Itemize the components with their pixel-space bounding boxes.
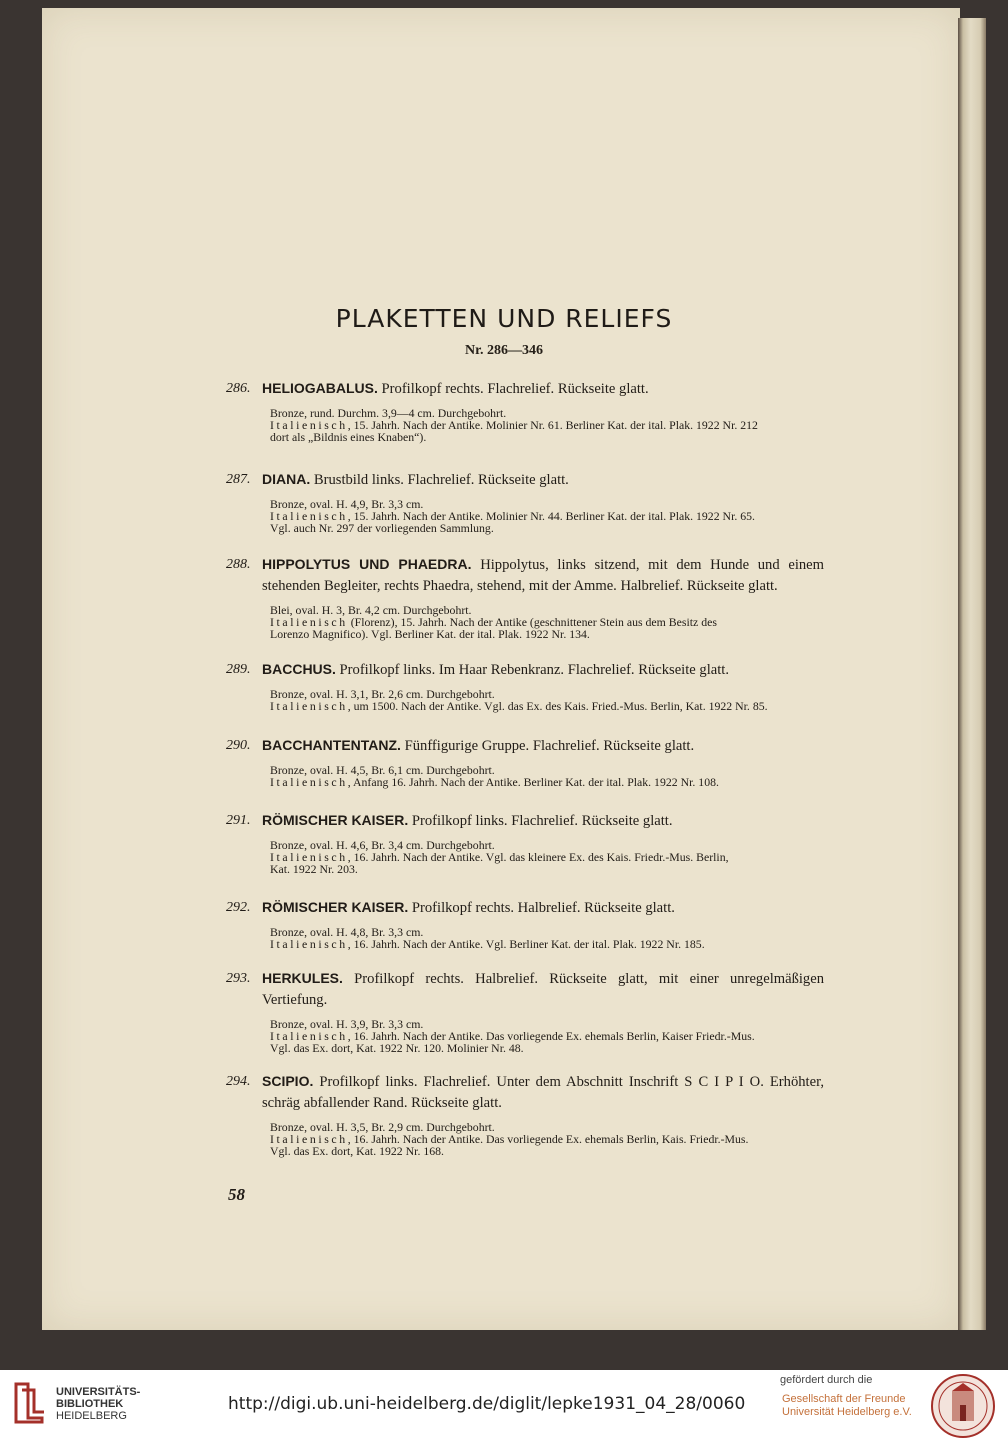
catalog-entry xyxy=(226,554,824,640)
detail-line: Italienisch (Florenz), 15. Jahrh. Nach der Antike (geschnittener Stein aus dem Besitz des xyxy=(270,615,717,629)
entry-details xyxy=(226,839,824,875)
entry-number: 291. xyxy=(226,813,251,828)
catalog-entry xyxy=(226,1071,824,1157)
origin-label: Italienisch xyxy=(270,615,348,629)
detail-line: Bronze, oval. H. 4,5, Br. 6,1 cm. Durchgebohrt. xyxy=(270,763,495,777)
catalog-entry xyxy=(226,810,824,875)
detail-line: Italienisch, 15. Jahrh. Nach der Antike. Molinier Nr. 61. Berliner Kat. der ital. Plak. 1922 Nr. 212 xyxy=(270,418,758,432)
detail-line: Vgl. das Ex. dort, Kat. 1922 Nr. 120. Molinier Nr. 48. xyxy=(270,1041,524,1055)
detail-line: Bronze, oval. H. 3,9, Br. 3,3 cm. xyxy=(270,1017,424,1031)
entry-title: HIPPOLYTUS UND PHAEDRA. xyxy=(262,556,472,572)
entry-description: Profilkopf links. Im Haar Rebenkranz. Flachrelief. Rückseite glatt. xyxy=(339,662,730,678)
detail-line: Italienisch, um 1500. Nach der Antike. Vgl. das Ex. des Kais. Fried.-Mus. Berlin, Kat. 1922 Nr. 85. xyxy=(270,699,768,713)
catalog-entry xyxy=(226,469,824,534)
entry-title: SCIPIO. xyxy=(262,1073,314,1089)
detail-line: Kat. 1922 Nr. 203. xyxy=(270,862,358,876)
entry-number: 286. xyxy=(226,381,251,396)
detail-line: Italienisch, 16. Jahrh. Nach der Antike. Vgl. das kleinere Ex. des Kais. Friedr.-Mus. Berlin, xyxy=(270,850,729,864)
catalog-entry xyxy=(226,897,824,950)
detail-line: Bronze, oval. H. 4,8, Br. 3,3 cm. xyxy=(270,925,424,939)
page-heading: PLAKETTEN UND RELIEFS xyxy=(335,304,673,333)
entry-title: RÖMISCHER KAISER. xyxy=(262,812,409,828)
university-seal-icon xyxy=(930,1373,996,1439)
page-subheading: Nr. 286—346 xyxy=(464,343,544,358)
document-url[interactable]: http://digi.ub.uni-heidelberg.de/diglit/lepke1931_04_28/0060 xyxy=(228,1394,746,1414)
entry-description: Profilkopf rechts. Halbrelief. Rückseite glatt, mit einer unregelmäßigen Vertiefung. xyxy=(262,971,824,1008)
detail-line: Vgl. auch Nr. 297 der vorliegenden Sammlung. xyxy=(270,521,494,535)
detail-line: Italienisch, 16. Jahrh. Nach der Antike. Das vorliegende Ex. ehemals Berlin, Kais. Friedr.-Mus. xyxy=(270,1132,749,1146)
entry-details xyxy=(226,926,824,950)
origin-label: Italienisch xyxy=(270,418,348,432)
detail-line: Vgl. das Ex. dort, Kat. 1922 Nr. 168. xyxy=(270,1144,444,1158)
entry-title: HELIOGABALUS. xyxy=(262,380,378,396)
origin-label: Italienisch xyxy=(270,937,348,951)
detail-line: dort als „Bildnis eines Knaben“). xyxy=(270,430,427,444)
entry-number: 289. xyxy=(226,662,251,677)
entry-title: RÖMISCHER KAISER. xyxy=(262,899,409,915)
entry-details xyxy=(226,764,824,788)
entry-details xyxy=(226,407,824,443)
entry-number: 288. xyxy=(226,557,251,572)
entry-details xyxy=(226,688,824,712)
entry-number: 294. xyxy=(226,1074,251,1089)
origin-label: Italienisch xyxy=(270,1029,348,1043)
entry-number: 287. xyxy=(226,472,251,487)
entry-details xyxy=(226,1018,824,1054)
sponsor-name[interactable]: Gesellschaft der Freunde Universität Heidelberg e.V. xyxy=(782,1393,912,1418)
origin-label: Italienisch xyxy=(270,775,348,789)
detail-line: Italienisch, 16. Jahrh. Nach der Antike. Vgl. Berliner Kat. der ital. Plak. 1922 Nr. 185. xyxy=(270,937,705,951)
entry-title: DIANA. xyxy=(262,471,311,487)
origin-label: Italienisch xyxy=(270,1132,348,1146)
entry-details xyxy=(226,498,824,534)
catalog-entry xyxy=(226,659,824,712)
entry-number: 292. xyxy=(226,900,251,915)
entry-details xyxy=(226,604,824,640)
entry-details xyxy=(226,1121,824,1157)
library-name[interactable]: UNIVERSITÄTS- BIBLIOTHEK HEIDELBERG xyxy=(56,1386,141,1422)
catalog-entry xyxy=(226,378,824,443)
detail-line: Blei, oval. H. 3, Br. 4,2 cm. Durchgebohrt. xyxy=(270,603,472,617)
entry-title: HERKULES. xyxy=(262,970,343,986)
detail-line: Lorenzo Magnifico). Vgl. Berliner Kat. der ital. Plak. 1922 Nr. 134. xyxy=(270,627,590,641)
entry-title: BACCHANTENTANZ. xyxy=(262,737,401,753)
origin-label: Italienisch xyxy=(270,850,348,864)
entry-description: Brustbild links. Flachrelief. Rückseite glatt. xyxy=(313,472,569,488)
entry-description: Profilkopf rechts. Halbrelief. Rückseite glatt. xyxy=(411,900,675,916)
entry-number: 290. xyxy=(226,738,251,753)
detail-line: Bronze, oval. H. 4,6, Br. 3,4 cm. Durchgebohrt. xyxy=(270,838,495,852)
entry-title: BACCHUS. xyxy=(262,661,336,677)
entry-description: Fünffigurige Gruppe. Flachrelief. Rückseite glatt. xyxy=(404,738,695,754)
detail-line: Bronze, oval. H. 3,5, Br. 2,9 cm. Durchgebohrt. xyxy=(270,1120,495,1134)
ub-heidelberg-logo-icon[interactable] xyxy=(12,1378,48,1426)
detail-line: Bronze, oval. H. 3,1, Br. 2,6 cm. Durchgebohrt. xyxy=(270,687,495,701)
entry-description: Profilkopf links. Flachrelief. Rückseite glatt. xyxy=(411,813,673,829)
page-number: 58 xyxy=(228,1185,245,1204)
entry-description: Profilkopf links. Flachrelief. Unter dem Abschnitt Inschrift S C I P I O. Erhöhter, schräg abfallender Rand. Rückseite glatt. xyxy=(262,1074,824,1111)
entry-number: 293. xyxy=(226,971,251,986)
detail-line: Italienisch, 16. Jahrh. Nach der Antike. Das vorliegende Ex. ehemals Berlin, Kaiser Friedr.-Mus. xyxy=(270,1029,755,1043)
detail-line: Bronze, rund. Durchm. 3,9—4 cm. Durchgebohrt. xyxy=(270,406,507,420)
footer-bar xyxy=(0,1370,1008,1441)
entry-description: Profilkopf rechts. Flachrelief. Rückseite glatt. xyxy=(381,381,649,397)
catalog-entry xyxy=(226,968,824,1054)
origin-label: Italienisch xyxy=(270,509,348,523)
catalog-entries xyxy=(226,378,824,1158)
sponsor-label: gefördert durch die xyxy=(780,1374,873,1386)
detail-line: Bronze, oval. H. 4,9, Br. 3,3 cm. xyxy=(270,497,424,511)
detail-line: Italienisch, Anfang 16. Jahrh. Nach der Antike. Berliner Kat. der ital. Plak. 1922 Nr. 108. xyxy=(270,775,719,789)
page-edge xyxy=(958,18,986,1330)
entry-description: Hippolytus, links sitzend, mit dem Hunde und einem stehenden Begleiter, rechts Phaedra, stehend, mit der Amme. Halbrelief. Rückseite glatt. xyxy=(262,557,824,594)
origin-label: Italienisch xyxy=(270,699,348,713)
catalog-entry xyxy=(226,735,824,788)
detail-line: Italienisch, 15. Jahrh. Nach der Antike. Molinier Nr. 44. Berliner Kat. der ital. Plak. 1922 Nr. 65. xyxy=(270,509,755,523)
